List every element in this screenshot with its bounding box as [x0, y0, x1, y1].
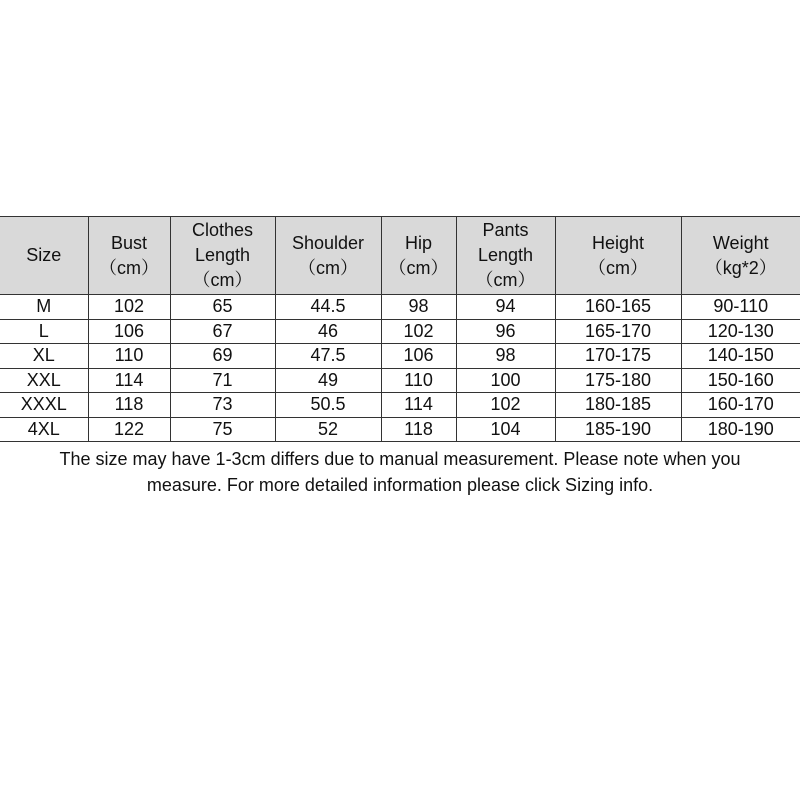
header-label: （cm） — [99, 257, 159, 278]
cell-size: 4XL — [0, 417, 88, 442]
header-size — [0, 217, 88, 295]
cell-bust: 118 — [88, 393, 170, 418]
cell-bust: 122 — [88, 417, 170, 442]
table-row — [0, 319, 800, 344]
header-label: Weight — [712, 232, 769, 253]
header-clothes-length — [170, 217, 275, 295]
table-row — [0, 295, 800, 320]
header-label: （cm） — [192, 270, 253, 290]
header-label: Size — [26, 245, 62, 265]
cell-height: 170-175 — [555, 344, 681, 369]
cell-hip: 98 — [381, 295, 456, 320]
cell-hip: 106 — [381, 344, 456, 369]
header-label: Length — [477, 245, 534, 265]
measurement-note — [0, 446, 800, 498]
header-label: （cm） — [588, 257, 648, 278]
header-shoulder — [275, 217, 381, 295]
cell-height: 160-165 — [555, 295, 681, 320]
header-height — [555, 217, 681, 295]
cell-pants-length: 100 — [456, 368, 555, 393]
cell-pants-length: 102 — [456, 393, 555, 418]
header-label: Height — [591, 232, 645, 253]
cell-weight: 90-110 — [681, 295, 800, 320]
header-label: （cm） — [475, 270, 536, 290]
header-row — [0, 217, 800, 295]
cell-clothes-length: 71 — [170, 368, 275, 393]
header-label: Pants — [482, 220, 529, 240]
header-label: （cm） — [298, 257, 358, 278]
cell-shoulder: 49 — [275, 368, 381, 393]
cell-hip: 102 — [381, 319, 456, 344]
cell-pants-length: 96 — [456, 319, 555, 344]
cell-size: XL — [0, 344, 88, 369]
cell-bust: 110 — [88, 344, 170, 369]
cell-bust: 106 — [88, 319, 170, 344]
header-label: Bust — [110, 232, 148, 253]
cell-pants-length: 98 — [456, 344, 555, 369]
cell-bust: 114 — [88, 368, 170, 393]
cell-size: XXXL — [0, 393, 88, 418]
cell-weight: 150-160 — [681, 368, 800, 393]
cell-height: 165-170 — [555, 319, 681, 344]
cell-height: 185-190 — [555, 417, 681, 442]
header-pants-length — [456, 217, 555, 295]
cell-clothes-length: 65 — [170, 295, 275, 320]
note-line-1: The size may have 1-3cm differs due to manual measurement. Please note when you — [59, 449, 741, 469]
cell-shoulder: 50.5 — [275, 393, 381, 418]
cell-shoulder: 46 — [275, 319, 381, 344]
cell-clothes-length: 75 — [170, 417, 275, 442]
header-weight — [681, 217, 800, 295]
header-hip — [381, 217, 456, 295]
cell-bust: 102 — [88, 295, 170, 320]
header-label: Clothes — [191, 220, 254, 240]
cell-pants-length: 94 — [456, 295, 555, 320]
cell-shoulder: 47.5 — [275, 344, 381, 369]
cell-shoulder: 52 — [275, 417, 381, 442]
table-row — [0, 393, 800, 418]
cell-shoulder: 44.5 — [275, 295, 381, 320]
cell-clothes-length: 69 — [170, 344, 275, 369]
cell-hip: 110 — [381, 368, 456, 393]
cell-size: M — [0, 295, 88, 320]
header-label: （kg*2） — [704, 257, 777, 278]
cell-weight: 140-150 — [681, 344, 800, 369]
cell-height: 180-185 — [555, 393, 681, 418]
table-row — [0, 344, 800, 369]
cell-clothes-length: 73 — [170, 393, 275, 418]
header-label: Shoulder — [291, 232, 365, 253]
table-row — [0, 368, 800, 393]
table-row — [0, 417, 800, 442]
cell-weight: 120-130 — [681, 319, 800, 344]
cell-pants-length: 104 — [456, 417, 555, 442]
cell-height: 175-180 — [555, 368, 681, 393]
size-chart-table — [0, 216, 800, 442]
cell-weight: 160-170 — [681, 393, 800, 418]
cell-hip: 118 — [381, 417, 456, 442]
cell-clothes-length: 67 — [170, 319, 275, 344]
header-label: Hip — [404, 232, 432, 253]
cell-size: L — [0, 319, 88, 344]
header-label: Length — [194, 245, 251, 265]
header-bust — [88, 217, 170, 295]
header-label: （cm） — [388, 257, 449, 278]
cell-size: XXL — [0, 368, 88, 393]
cell-weight: 180-190 — [681, 417, 800, 442]
cell-hip: 114 — [381, 393, 456, 418]
note-line-2: measure. For more detailed information please click Sizing info. — [146, 475, 654, 495]
